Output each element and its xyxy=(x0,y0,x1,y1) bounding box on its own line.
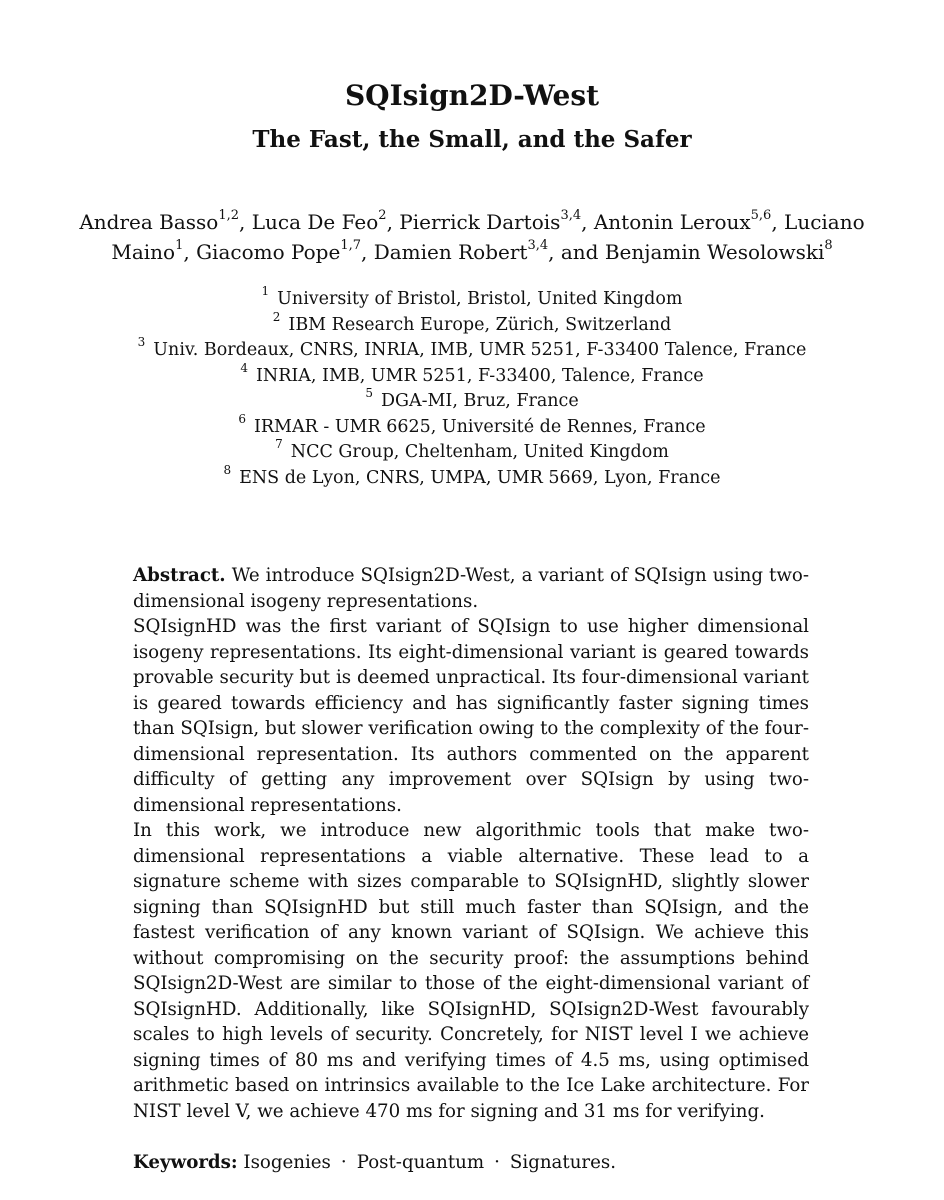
affiliation: $^4$ INRIA, IMB, UMR 5251, F-33400, Talence, France xyxy=(240,360,704,386)
abstract-paragraph: SQIsignHD was the first variant of SQIsign to use higher dimensional isogeny representations. Its eight-dimensional variant is geared towards provable security but is deemed unpractical. Its four-dimensional variant is geared towards efficiency and has significantly faster signing times than SQIsign, but slower verification owing to the complexity of the four-dimensional representation. Its authors commented on the apparent difficulty of getting any improvement over SQIsign by using two-dimensional representations. xyxy=(133,616,810,816)
author: Andrea Basso$^{1,2}$, xyxy=(79,208,252,234)
keyword-separator: · xyxy=(340,1152,347,1173)
author: Damien Robert$^{3,4}$, and xyxy=(373,238,605,264)
keywords xyxy=(133,1150,809,1176)
author-list xyxy=(40,207,904,267)
affiliation-list xyxy=(0,284,944,491)
paper-subtitle: The Fast, the Small, and the Safer xyxy=(252,126,692,153)
abstract-paragraph: Abstract. We introduce SQIsign2D-West, a variant of SQIsign using two-dimensional isogeny representations. xyxy=(133,565,809,612)
author: Benjamin Wesolowski$^8$ xyxy=(604,238,833,264)
author: Luciano Maino$^1$, xyxy=(111,210,865,264)
affiliation: $^6$ IRMAR - UMR 6625, Université de Rennes, France xyxy=(238,411,706,437)
author: Giacomo Pope$^{1,7}$, xyxy=(196,238,374,264)
keyword-separator: · xyxy=(494,1152,500,1173)
author: Luca De Feo$^2$, xyxy=(251,208,400,234)
keyword: Isogenies xyxy=(243,1152,331,1173)
author: Antonin Leroux$^{5,6}$, xyxy=(593,208,785,234)
paper-title: SQIsign2D-West xyxy=(344,79,600,112)
affiliation: $^1$ University of Bristol, Bristol, United Kingdom xyxy=(261,284,683,309)
abstract-paragraph: In this work, we introduce new algorithmic tools that make two-dimensional representations a viable alternative. These lead to a signature scheme with sizes comparable to SQIsignHD, slightly slower signing than SQIsignHD but still much faster than SQIsign, and the fastest verification of any known variant of SQIsign. We achieve this without compromising on the security proof: the assumptions behind SQIsign2D-West are similar to those of the eight-dimensional variant of SQIsignHD. Additionally, like SQIsignHD, SQIsign2D-West favourably scales to high levels of security. Concretely, for NIST level I we achieve signing times of 80 ms and verifying times of 4.5 ms, using optimised arithmetic based on intrinsics available to the Ice Lake architecture. For NIST level V, we achieve 470 ms for signing and 31 ms for verifying. xyxy=(133,820,809,1122)
abstract xyxy=(133,563,809,1124)
affiliation: $^7$ NCC Group, Cheltenham, United Kingdom xyxy=(275,437,669,462)
keyword: Post-quantum xyxy=(356,1152,485,1173)
keyword: Signatures. xyxy=(509,1152,616,1173)
affiliation: $^5$ DGA-MI, Bruz, France xyxy=(365,386,579,411)
author: Pierrick Dartois$^{3,4}$, xyxy=(399,208,594,234)
affiliation: $^3$ Univ. Bordeaux, CNRS, INRIA, IMB, UMR 5251, F-33400 Talence, France xyxy=(137,335,807,360)
keywords-label: Keywords: xyxy=(133,1152,238,1173)
affiliation: $^8$ ENS de Lyon, CNRS, UMPA, UMR 5669, Lyon, France xyxy=(223,462,721,488)
abstract-label: Abstract. xyxy=(133,565,226,586)
affiliation: $^2$ IBM Research Europe, Zürich, Switzerland xyxy=(272,309,672,335)
